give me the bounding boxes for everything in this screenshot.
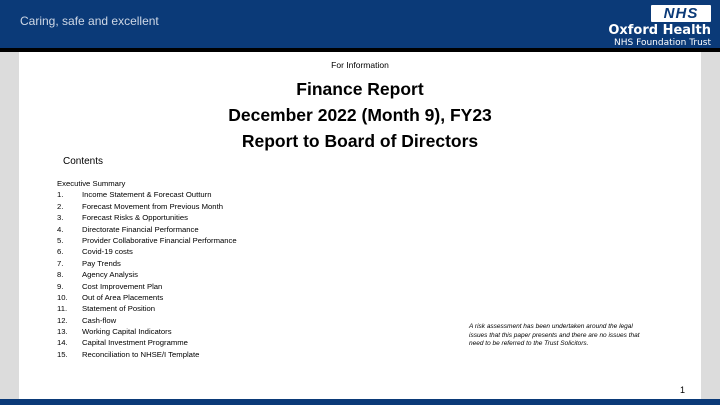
table-of-contents: [57, 178, 237, 360]
toc-item-label: Pay Trends: [82, 258, 121, 268]
nhs-logo: [651, 5, 711, 22]
org-subtitle: NHS Foundation Trust: [614, 38, 711, 48]
toc-item-label: Working Capital Indicators: [82, 327, 172, 337]
toc-item: [57, 235, 237, 246]
toc-item: [57, 246, 237, 257]
footer-bar: [0, 399, 720, 405]
toc-item: [57, 201, 237, 212]
toc-item: [57, 212, 237, 223]
toc-item-label: Cash-flow: [82, 315, 117, 325]
toc-item: [57, 189, 237, 200]
toc-item-number: 7.: [57, 258, 64, 268]
toc-item-label: Capital Investment Programme: [82, 338, 188, 348]
org-name: Oxford Health: [608, 23, 711, 38]
toc-item-label: Reconciliation to NHSE/I Template: [82, 349, 200, 359]
toc-item-number: 14.: [57, 338, 68, 348]
toc-item-label: Income Statement & Forecast Outturn: [82, 190, 212, 200]
toc-item-number: 15.: [57, 349, 68, 359]
contents-heading: Contents: [63, 156, 104, 167]
header-divider: [0, 48, 720, 52]
toc-item-number: 4.: [57, 224, 64, 234]
toc-item: [57, 258, 237, 269]
toc-item: [57, 315, 237, 326]
report-audience: Report to Board of Directors: [241, 131, 479, 151]
toc-item-label: Statement of Position: [82, 304, 156, 314]
toc-executive-summary: Executive Summary: [57, 179, 126, 188]
toc-item-label: Provider Collaborative Financial Performance: [82, 235, 237, 245]
toc-item: [57, 303, 237, 314]
toc-item: [57, 337, 237, 348]
page-number: 1: [680, 385, 686, 395]
toc-item-number: 9.: [57, 281, 64, 291]
toc-item: [57, 326, 237, 337]
toc-item-label: Covid-19 costs: [82, 247, 133, 257]
toc-item: [57, 349, 237, 360]
toc-item-number: 5.: [57, 235, 64, 245]
toc-item-label: Directorate Financial Performance: [82, 224, 199, 234]
toc-list: [57, 189, 237, 360]
toc-item: [57, 224, 237, 235]
toc-item-number: 11.: [57, 304, 68, 314]
toc-item: [57, 281, 237, 292]
toc-item-label: Agency Analysis: [82, 270, 138, 280]
report-period: December 2022 (Month 9), FY23: [228, 105, 492, 125]
risk-assessment-note: A risk assessment has been undertaken around the legal issues that this paper presents and there are no issues that need to be referred to the Trust Solicitors.: [469, 323, 640, 348]
toc-item-number: 1.: [57, 190, 64, 200]
toc-item-label: Forecast Movement from Previous Month: [82, 201, 223, 211]
tagline: Caring, safe and excellent: [20, 14, 159, 28]
report-title: Finance Report: [296, 79, 424, 99]
toc-item-number: 2.: [57, 201, 64, 211]
nhs-logo-text: NHS: [663, 5, 699, 22]
toc-item-number: 12.: [57, 315, 68, 325]
toc-item: [57, 292, 237, 303]
toc-item-number: 13.: [57, 327, 68, 337]
toc-item-number: 3.: [57, 213, 64, 223]
toc-item-label: Out of Area Placements: [82, 292, 164, 302]
toc-item-number: 10.: [57, 292, 68, 302]
for-information-label: For Information: [331, 60, 389, 70]
toc-item: [57, 269, 237, 280]
toc-item-label: Cost Improvement Plan: [82, 281, 163, 291]
toc-item-number: 6.: [57, 247, 64, 257]
toc-item-number: 8.: [57, 270, 64, 280]
header-bar: [0, 0, 720, 48]
toc-item-label: Forecast Risks & Opportunities: [82, 213, 188, 223]
